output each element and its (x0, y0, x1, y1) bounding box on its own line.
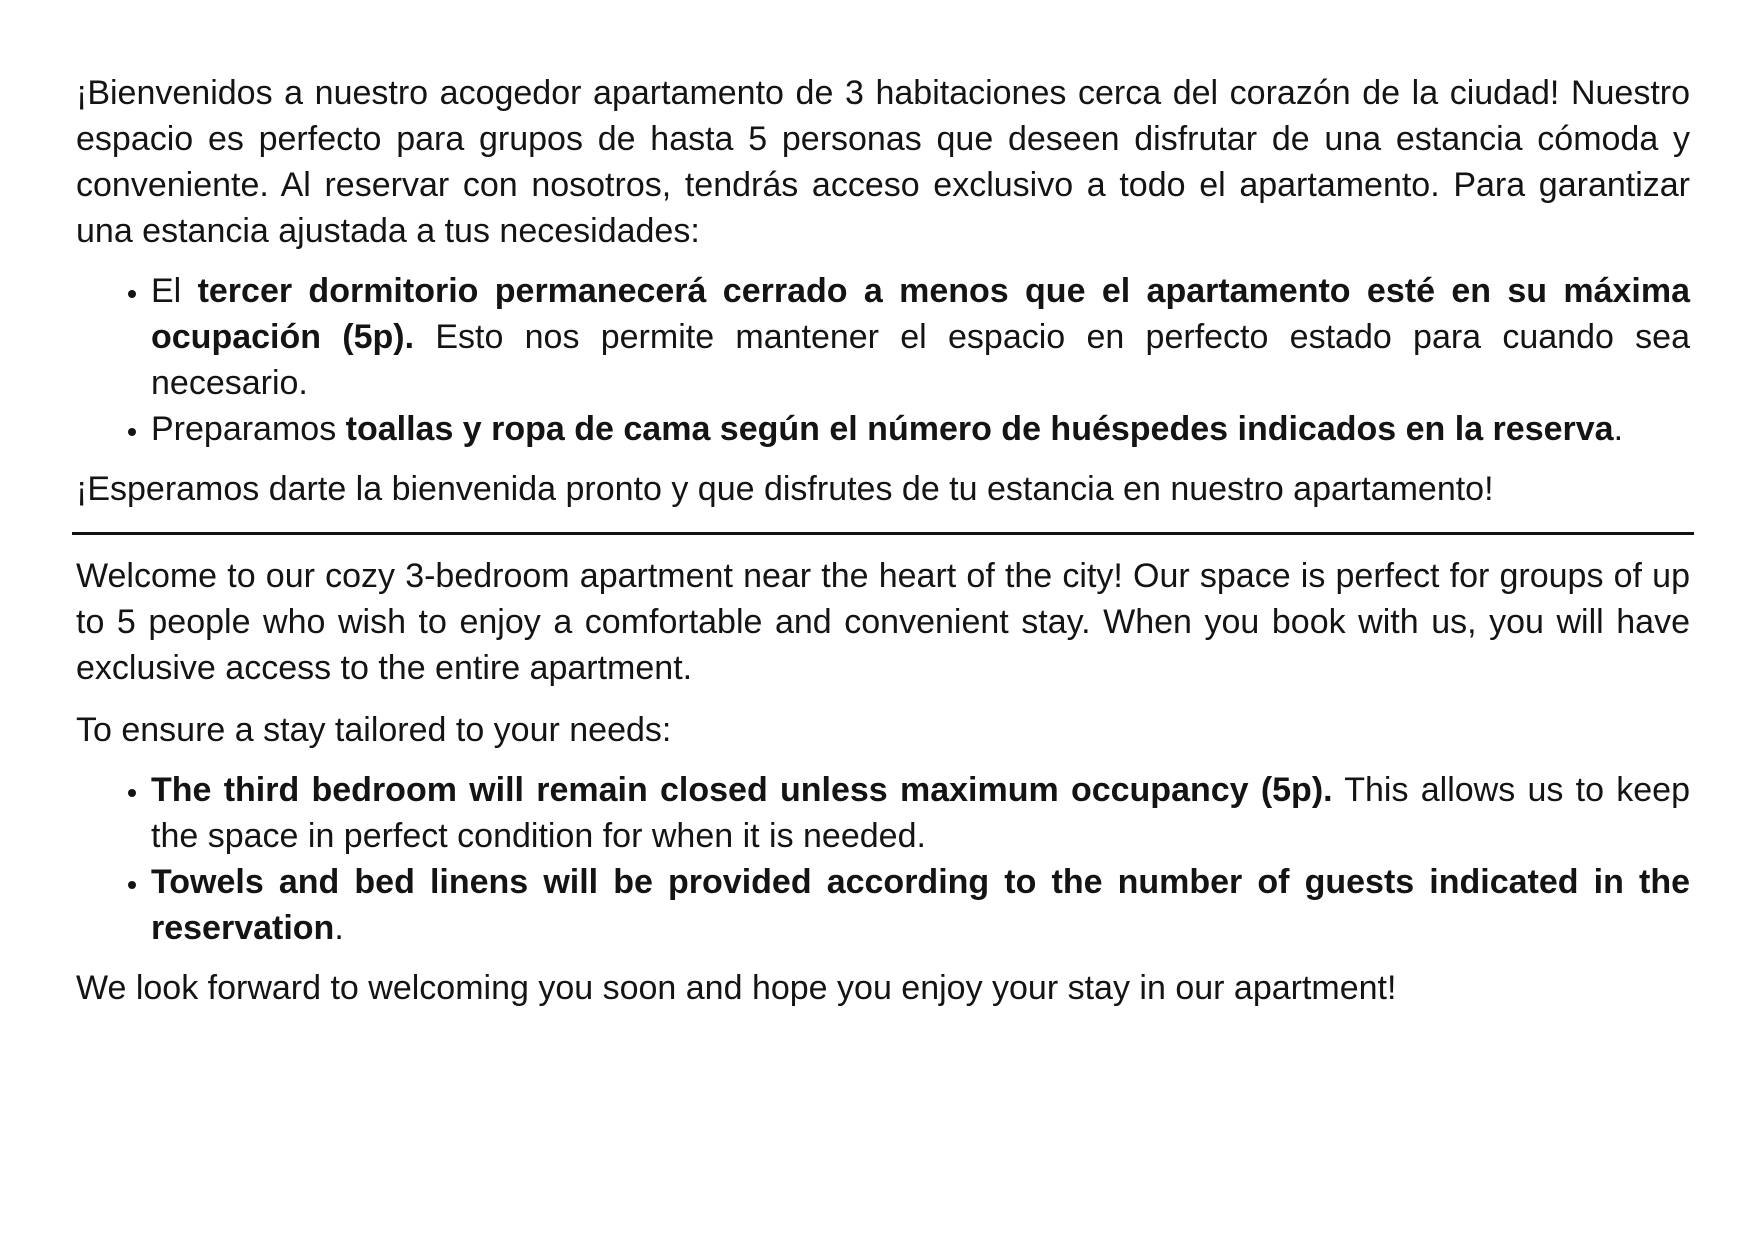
english-bullet-third-bedroom (151, 767, 1690, 859)
english-closing-paragraph: We look forward to welcoming you soon and hope you enjoy your stay in our apartment! (76, 969, 1397, 1007)
spanish-intro-paragraph: ¡Bienvenidos a nuestro acogedor apartamento de 3 habitaciones cerca del corazón de la ciudad! Nuestro espacio es perfecto para grupos de hasta 5 personas que deseen disfrutar de una estancia cómoda y conveniente. Al reservar con nosotros, tendrás acceso exclusivo a todo el apartamento. Para garantizar una estancia ajustada a tus necesidades: (76, 74, 1690, 250)
bullet-text-bold: The third bedroom will remain closed unless maximum occupancy (5p). (151, 771, 1333, 809)
bullet-text-bold: tercer dormitorio permanecerá cerrado a menos que el apartamento esté en su máxima ocupación (5p). (151, 272, 1690, 356)
spanish-bullet-towels (151, 406, 1690, 452)
bullet-text-bold: Towels and bed linens will be provided according to the number of guests indicated in the reservation (151, 863, 1690, 947)
english-section (76, 553, 1690, 1011)
spanish-section (76, 70, 1690, 512)
bullet-text-suffix: . (334, 909, 344, 947)
spanish-bullet-third-bedroom (151, 268, 1690, 406)
english-bullet-towels (151, 859, 1690, 951)
bullet-text-prefix: El (151, 272, 198, 310)
bullet-text-suffix: This allows us to keep the space in perfect condition for when it is needed. (151, 771, 1691, 855)
bullet-text-suffix: . (1613, 410, 1624, 448)
spanish-bullet-list (76, 268, 1690, 452)
bullet-text-suffix: Esto nos permite mantener el espacio en perfecto estado para cuando sea necesario. (151, 318, 1690, 402)
bullet-text-bold: toallas y ropa de cama según el número de huéspedes indicados en la reserva (345, 410, 1614, 448)
section-divider (72, 532, 1694, 535)
bullet-text-prefix: Preparamos (151, 410, 346, 448)
english-bullet-list (76, 767, 1690, 951)
english-intro-paragraph: Welcome to our cozy 3-bedroom apartment near the heart of the city! Our space is perfect for groups of up to 5 people who wish to enjoy a comfortable and convenient stay. When you book with us, you will have exclusive access to the entire apartment. (76, 557, 1690, 687)
spanish-closing-paragraph: ¡Esperamos darte la bienvenida pronto y que disfrutes de tu estancia en nuestro apartamento! (76, 470, 1494, 508)
document-page (76, 70, 1690, 1011)
english-lead-paragraph: To ensure a stay tailored to your needs: (76, 711, 672, 749)
